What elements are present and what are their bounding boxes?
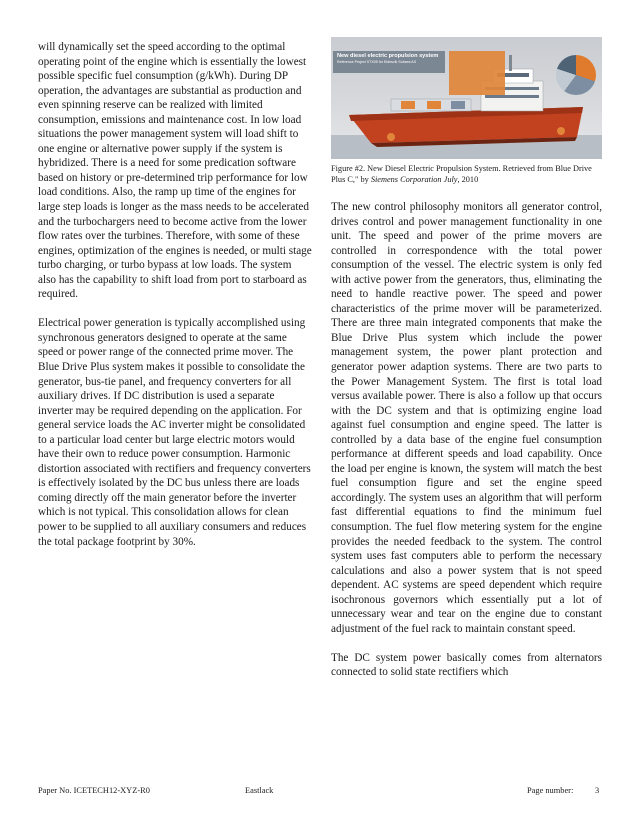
right-column (331, 200, 602, 695)
caption-year: , 2010 (457, 174, 479, 184)
left-paragraph-1: will dynamically set the speed according to the optimal operating point of the engine which is essentially the lowest possible specific fuel consumption (g/kWh). During DP operation, the advantages are substantial as production and even spinning reserve can be realized with limited consumption, emissions and maintenance cost. In low load situations the power management system will load shift to one engine or alternative power supply if the system is hybridized. There is a need for some predication software based on history or pre-determined trip performance for low load conditions. Also, the ramp up time of the engines for large step loads is longer as the mass needs to be accelerated and the turbochargers need to become active from the lower flow rates over the turbines. Therefore, with some of these engines, optimization of the engines is needed, or multi stage turbo charging, or turbo bypass at low loads. The system also has the capability to shift load from port to starboard as required. (38, 41, 312, 301)
figure-banner-title: New diesel electric propulsion system (337, 53, 439, 59)
caption-source: Siemens Corporation July (370, 174, 458, 184)
left-column (38, 40, 312, 564)
figure-banner (333, 51, 445, 73)
figure-banner-subtitle: Reference Project STX05 for Eidesvik Subsea AS (337, 60, 417, 64)
left-paragraph-2: Electrical power generation is typically accomplished using synchronous generators designed to operate at the same speed or power range of the connected prime mover. The Blue Drive Plus system makes it possible to consolidate the generator, bus-tie panel, and frequency converters for all auxiliary drives. If DC distribution is used a separate inverter may be required depending on the application. For general service loads the AC inverter might be consolidated to a particular load center but large electric motors would have their own to reduce power consumption. Harmonic distortion associated with rectifiers and frequency converters is effectively isolated by the DC bus unless there are loads coming directly off the main generator before the inverter which is not typical. This consolidation allows for clean power to be supplied to all auxiliary consumers and reduces the total package footprint by 30%. (38, 317, 311, 548)
footer-page-label: Page number: (527, 786, 574, 795)
caption-text: Figure #2. New Diesel Electric Propulsion System. Retrieved from Blue Drive Plus C," by (331, 164, 592, 184)
figure-pie-graphic (556, 55, 596, 95)
figure-caption (331, 164, 602, 185)
footer-paper-number: Paper No. ICETECH12-XYZ-R0 (38, 786, 150, 795)
footer-page-number: 3 (595, 786, 600, 795)
footer-author: Eastlack (245, 786, 274, 795)
figure-callout-box (449, 51, 505, 95)
right-paragraph-1: The new control philosophy monitors all generator control, drives control and power management functionality in one unit. The speed and power of the prime movers are controlled in correspondence with the total power consumption of the vessel. The electric system is only fed with active power from the generators, thus, eliminating the need to handle reactive power. The speed and power characteristics of the prime mover will be parameterized. There are three main integrated components that make the Blue Drive Plus system which include the power management system, the power plant protection and generator power adaption systems. There are two parts to the Power Management System. The first is total load versus available power. There is also a follow up that occurs with the DC system and that is optimizing engine load against fuel consumption and engine speed. The latter is controlled by a data base of the engine fuel consumption performance at different speeds and load capability. Once the load per engine is known, the system will match the best fuel consumption figure and set the engine speed accordingly. The system uses an algorithm that will perform fast differential equations to find the minimum fuel consumption. The fuel flow metering system for the engine provides the needed feedback to the system. The control system uses fast computers able to perform the necessary calculations and also a power system that is not speed dependent. AC systems are speed dependent which require isochronous governors which essentially put a lot of unnecessary wear and tear on the engine due to constant adjustment of the fuel rack to maintain constant speed. (331, 201, 602, 635)
ship-figure (331, 37, 602, 159)
right-paragraph-2: The DC system power basically comes from alternators connected to solid state rectifiers which (331, 651, 602, 679)
